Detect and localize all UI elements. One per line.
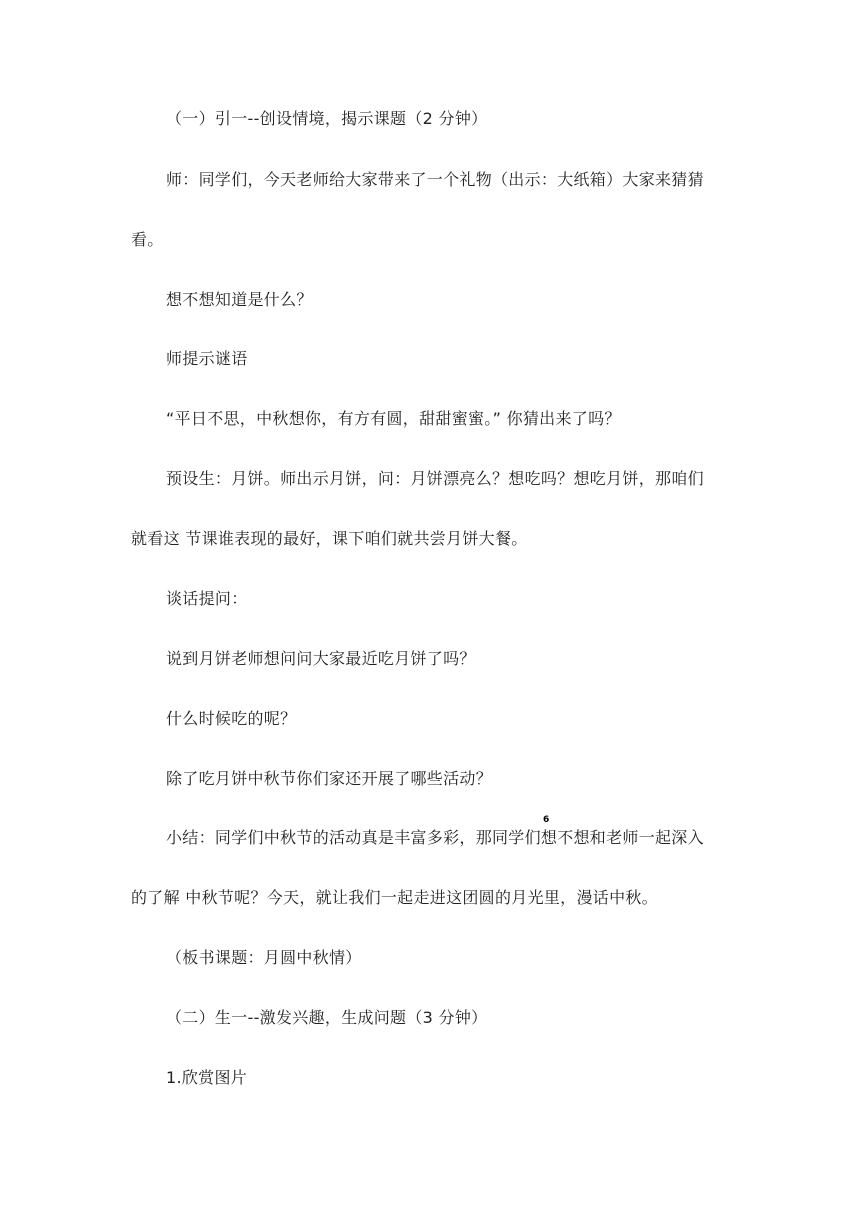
page-number: 6 [543, 815, 550, 825]
question-line: 除了吃月饼中秋节你们家还开展了哪些活动？ [166, 769, 493, 788]
paragraph-line: 看。 [131, 230, 164, 249]
section-heading-1: （一）引一--创设情境，揭示课题（2 分钟） [166, 109, 488, 128]
section-heading-2: （二）生一--激发兴趣，生成问题（3 分钟） [166, 1008, 488, 1027]
paragraph-line: 师：同学们，今天老师给大家带来了一个礼物（出示：大纸箱）大家来猜猜 [166, 170, 704, 189]
paragraph-line: 的了解 中秋节呢？今天，就让我们一起走进这团圆的月光里，漫话中秋。 [131, 888, 658, 907]
question-line: 什么时候吃的呢？ [166, 709, 297, 728]
paragraph-line: 想不想知道是什么？ [166, 290, 313, 309]
paragraph-line: 谈话提问： [166, 589, 248, 608]
paragraph-line: 预设生：月饼。师出示月饼，问：月饼漂亮么？想吃吗？想吃月饼，那咱们 [166, 469, 704, 488]
numbered-item: 1.欣赏图片 [166, 1068, 248, 1087]
paragraph-line: 小结：同学们中秋节的活动真是丰富多彩，那同学们想不想和老师一起深入 [166, 828, 704, 847]
paragraph-line: 就看这 节课谁表现的最好，课下咱们就共尝月饼大餐。 [131, 529, 528, 548]
board-title-line: （板书课题：月圆中秋情） [166, 948, 362, 967]
riddle-line: “平日不思，中秋想你，有方有圆，甜甜蜜蜜。” 你猜出来了吗？ [166, 409, 621, 428]
paragraph-line: 师提示谜语 [166, 349, 248, 368]
question-line: 说到月饼老师想问问大家最近吃月饼了吗？ [166, 649, 476, 668]
